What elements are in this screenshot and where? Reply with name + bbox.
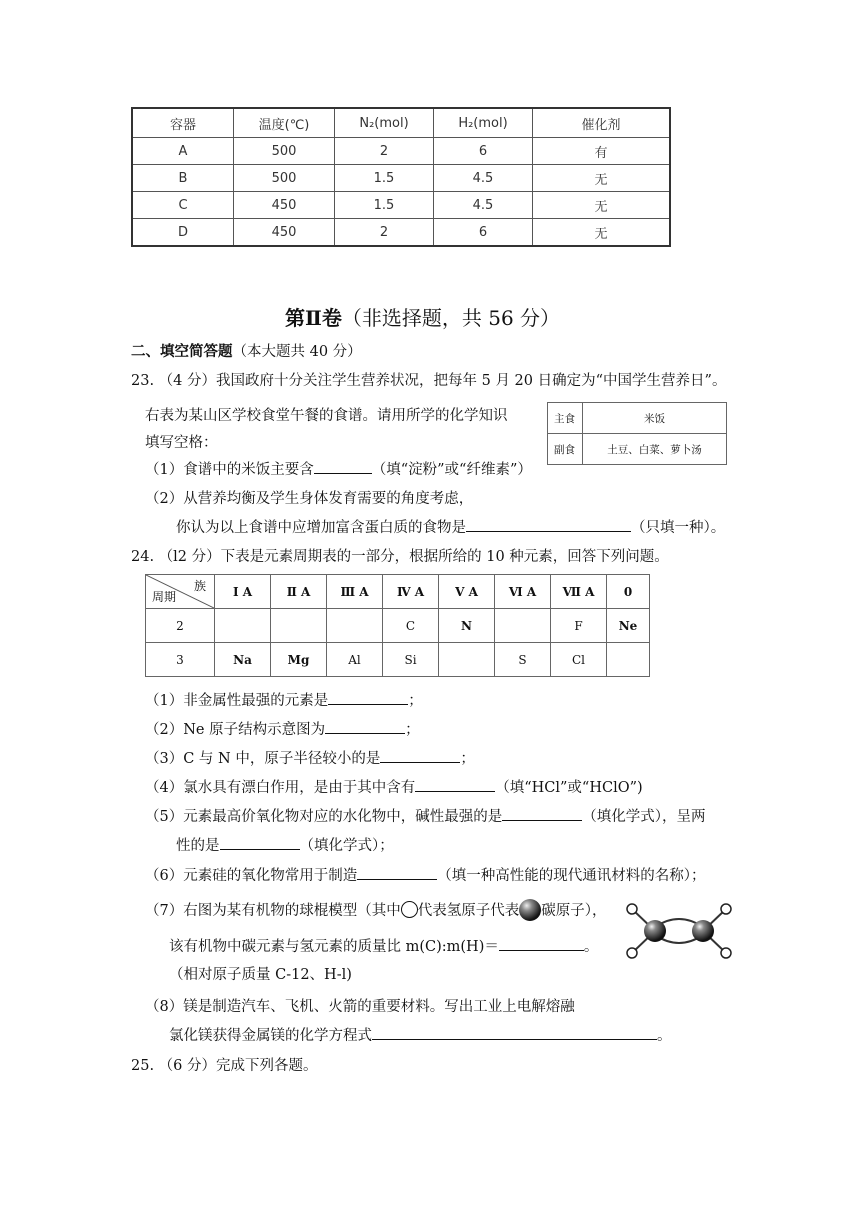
period-cell: 2 [146,609,215,643]
table-cell: 1.5 [335,165,434,192]
element-cell: C [383,609,439,643]
table-row [146,609,650,643]
sub-question-7-line [169,935,598,956]
element-cell: F [551,609,607,643]
element-cell: Ne [607,609,650,643]
sub-question-1 [145,458,532,479]
question-text: 碳原子）， [541,903,607,919]
answer-blank[interactable] [372,1025,657,1040]
table-header-row [146,575,650,609]
sub-question-7-note: （相对原子质量 C-12、H-l) [169,967,352,983]
table-row [146,643,650,677]
sub-question-8: （8）镁是制造汽车、飞机、火箭的重要材料。写出工业上电解熔融 [145,999,575,1015]
table-cell: 450 [234,192,335,219]
table-cell: 无 [533,219,671,247]
sub-question-4 [145,776,643,797]
section-title-sub: （非选择题，共 56 分） [341,306,561,330]
sub-question-2-line [176,516,725,537]
element-cell [439,643,495,677]
ethylene-ball-stick-model-icon [620,897,742,961]
question-text: （4 分）我国政府十分关注学生营养状况，把每年 5 月 20 日确定为“中国学生营养日”。 [158,373,727,389]
question-text: 。 [657,1028,672,1044]
element-cell: Cl [551,643,607,677]
table-cell: 4.5 [434,192,533,219]
group-header: Ⅰ A [215,575,271,609]
answer-blank[interactable] [502,806,582,821]
table-cell: 6 [434,219,533,247]
question-text: ； [405,722,420,738]
answer-blank[interactable] [328,690,408,705]
table-cell: 2 [335,138,434,165]
question-text: （2）Ne 原子结构示意图为 [145,722,326,738]
menu-table [547,402,727,465]
question-text: （填一种高性能的现代通讯材料的名称）； [437,868,706,884]
question-text: （只填一种）。 [631,520,726,536]
table-header-row [132,108,670,138]
table-cell: 500 [234,138,335,165]
group-label: 族 [193,579,206,593]
group-header: Ⅱ A [271,575,327,609]
element-cell [271,609,327,643]
part-heading [131,340,362,361]
table-row [548,403,727,434]
table-cell: 米饭 [583,403,727,434]
sub-question-2 [145,718,420,739]
sub-question-8-line [169,1024,672,1045]
periodic-table [145,574,650,677]
table-cell: 无 [533,165,671,192]
section-title [285,302,560,331]
period-label: 周期 [152,590,177,604]
element-cell: N [439,609,495,643]
hydrogen-atom-icon [401,901,418,918]
table-cell: 6 [434,138,533,165]
sub-question-1 [145,689,423,710]
header-cell: 催化剂 [533,108,671,138]
sub-question-7 [145,899,606,921]
question-25-stem [131,1054,318,1075]
element-cell [327,609,383,643]
part-label: 二、填空简答题 [131,343,233,360]
header-cell: 温度(℃) [234,108,335,138]
question-text: （填“HCl”或“HClO”) [495,780,643,796]
table-cell: C [132,192,234,219]
table-cell: 2 [335,219,434,247]
answer-blank[interactable] [415,777,495,792]
question-number: 25. [131,1058,155,1074]
question-text: 你认为以上食谱中应增加富含蛋白质的食物是 [176,520,466,536]
table-row [548,434,727,465]
table-cell: 有 [533,138,671,165]
table-cell: D [132,219,234,247]
element-cell: Mg [271,643,327,677]
question-text: 代表氢原子代表 [417,903,520,919]
group-header: Ⅶ A [551,575,607,609]
table-cell: 500 [234,165,335,192]
answer-blank[interactable] [220,835,300,850]
question-text: 。 [583,939,599,955]
question-text: （6 分）完成下列各题。 [158,1058,318,1074]
question-text: 右表为某山区学校食堂午餐的食谱。请用所学的化学知识 [145,408,508,424]
question-24-stem [131,545,669,566]
question-text: （填化学式），呈两 [582,809,706,825]
header-cell: 容器 [132,108,234,138]
sub-question-5-line [176,834,394,855]
question-text: （6）元素硅的氧化物常用于制造 [145,868,358,884]
sub-question-6 [145,864,705,885]
question-number: 24. [131,549,155,565]
table-row [132,138,670,165]
group-header: Ⅵ A [495,575,551,609]
element-cell: Si [383,643,439,677]
answer-blank[interactable] [314,459,372,474]
sub-question-2: （2）从营养均衡及学生身体发育需要的角度考虑， [145,491,474,507]
header-cell: N₂(mol) [335,108,434,138]
question-text: （1）非金属性最强的元素是 [145,693,329,709]
question-text: （3）C 与 N 中，原子半径较小的是 [145,751,381,767]
answer-blank[interactable] [499,936,584,951]
table-cell: 副食 [548,434,583,465]
question-text: （7）右图为某有机物的球棍模型（其中 [145,903,401,919]
question-text: （4）氯水具有漂白作用，是由于其中含有 [145,780,416,796]
sub-question-5 [145,805,705,826]
part-note: （本大题共 40 分） [232,344,362,360]
group-header: Ⅴ A [439,575,495,609]
question-text: 填写空格： [145,435,218,451]
question-text: （5）元素最高价氧化物对应的水化物中，碱性最强的是 [145,809,503,825]
table-cell: 450 [234,219,335,247]
reaction-conditions-table [131,107,671,247]
answer-blank[interactable] [466,517,631,532]
answer-blank[interactable] [357,865,437,880]
question-text: 该有机物中碳元素与氢元素的质量比 m(C):m(H)＝ [169,939,499,955]
table-corner-cell [146,575,215,609]
table-row [132,219,670,247]
table-row [132,165,670,192]
group-header: Ⅳ A [383,575,439,609]
question-text: （1）食谱中的米饭主要含 [145,462,314,478]
question-23-stem [131,369,726,390]
question-text: ； [408,693,423,709]
element-cell [607,643,650,677]
period-cell: 3 [146,643,215,677]
table-cell: A [132,138,234,165]
answer-blank[interactable] [380,748,460,763]
table-cell: 4.5 [434,165,533,192]
group-header: Ⅲ A [327,575,383,609]
carbon-atom-icon [519,899,541,921]
question-text: 性的是 [176,838,220,854]
element-cell: Al [327,643,383,677]
question-text: （填“淀粉”或“纤维素”） [371,462,532,478]
element-cell: S [495,643,551,677]
section-title-main: 第Ⅱ卷 [285,306,342,330]
table-cell: B [132,165,234,192]
element-cell: Na [215,643,271,677]
table-cell: 主食 [548,403,583,434]
table-cell: 无 [533,192,671,219]
table-cell: 土豆、白菜、萝卜汤 [583,434,727,465]
question-text: （l2 分）下表是元素周期表的一部分，根据所给的 10 种元素，回答下列问题。 [158,549,669,565]
table-row [132,192,670,219]
header-cell: H₂(mol) [434,108,533,138]
sub-question-3 [145,747,475,768]
question-number: 23. [131,373,155,389]
answer-blank[interactable] [325,719,405,734]
question-text: （填化学式）； [299,838,394,854]
question-text: 氯化镁获得金属镁的化学方程式 [169,1028,372,1044]
group-header: 0 [607,575,650,609]
element-cell [215,609,271,643]
question-text: ； [460,751,475,767]
element-cell [495,609,551,643]
table-cell: 1.5 [335,192,434,219]
